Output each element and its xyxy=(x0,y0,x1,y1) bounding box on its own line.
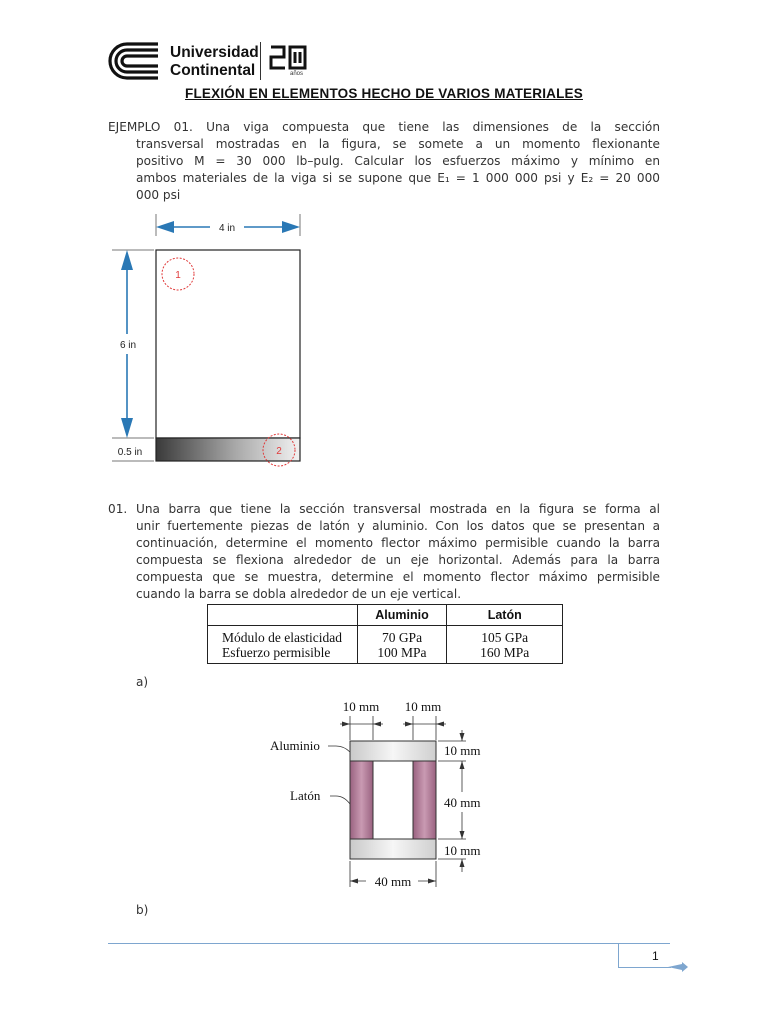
right-bottom-dim-label: 10 mm xyxy=(444,843,481,858)
top-left-dim-label: 10 mm xyxy=(342,699,380,714)
page-title: FLEXIÓN EN ELEMENTOS HECHO DE VARIOS MATERIALES xyxy=(185,86,583,101)
brass-right-plate xyxy=(413,761,436,839)
university-name-line2: Continental xyxy=(170,62,256,79)
page-number: 1 xyxy=(652,949,659,963)
table-cell: Esfuerzo permisible xyxy=(222,645,331,660)
problem-paragraph xyxy=(108,501,660,603)
part-a-label: a) xyxy=(136,675,149,689)
example-line: EJEMPLO 01. Una viga compuesta que tiene las dimensiones de la sección xyxy=(108,120,660,134)
arrow-right-icon xyxy=(405,722,413,727)
aluminium-label: Aluminio xyxy=(270,738,320,753)
aluminium-top-plate xyxy=(350,741,436,761)
arrow-right-icon xyxy=(342,722,350,727)
arrow-left-icon xyxy=(350,879,358,884)
example-line: positivo M = 30 000 lb–pulg. Calcular los esfuerzos máximo y mínimo en xyxy=(136,154,660,168)
arrow-left-icon xyxy=(436,722,444,727)
leader-line xyxy=(328,746,350,752)
anniversary-subtext: años xyxy=(290,71,304,77)
materials-table xyxy=(207,604,563,664)
problem-line: Una barra que tiene la sección transversal mostrada en la figura se forma al xyxy=(136,502,660,516)
problem-line: unir fuertemente piezas de latón y aluminio. Con los datos que se presentan a xyxy=(136,519,660,533)
table-header-cell: Latón xyxy=(447,605,563,626)
table-cell: 160 MPa xyxy=(447,645,563,664)
university-emblem-icon xyxy=(108,42,160,80)
footer-rule xyxy=(108,943,670,944)
example-paragraph xyxy=(108,119,660,204)
example-line: ambos materiales de la viga si se supone que E₁ = 1 000 000 psi y E₂ = 20 000 xyxy=(136,171,660,185)
university-name-line1: Universidad xyxy=(170,44,259,61)
right-mid-dim-label: 40 mm xyxy=(444,795,481,810)
brass-label: Latón xyxy=(290,788,321,803)
bottom-thickness-label: 0.5 in xyxy=(117,447,143,458)
example-line: 000 psi xyxy=(136,188,181,202)
table-header-cell xyxy=(208,605,358,626)
arrow-left-icon xyxy=(373,722,381,727)
width-label: 4 in xyxy=(218,223,236,234)
table-cell: 100 MPa xyxy=(357,645,447,664)
problem-line: compuesta se flexiona alrededor de un eje horizontal. Además para la barra xyxy=(136,553,660,567)
marker-label-1: 1 xyxy=(175,270,181,281)
table-header-row xyxy=(208,605,563,626)
university-logo xyxy=(108,42,308,82)
page-arrow-icon xyxy=(668,961,688,973)
table-cell: 70 GPa xyxy=(357,626,447,646)
composite-beam-figure xyxy=(108,212,318,468)
problem-line: continuación, determine el momento flector máximo permisible cuando la barra xyxy=(136,536,660,550)
table-row xyxy=(208,645,563,664)
aluminium-bottom-plate xyxy=(350,839,436,859)
arrow-up-icon xyxy=(460,761,465,769)
right-top-dim-label: 10 mm xyxy=(444,743,481,758)
anniversary-20-icon xyxy=(268,43,308,71)
arrow-down-icon xyxy=(460,733,465,741)
problem-line: cuando la barra se dobla alrededor de un eje vertical. xyxy=(136,587,462,601)
arrow-up-icon xyxy=(460,859,465,867)
brass-aluminium-section-figure xyxy=(262,694,494,894)
arrow-right-icon xyxy=(428,879,436,884)
table-header-cell: Aluminio xyxy=(357,605,447,626)
university-name xyxy=(170,44,259,80)
brass-left-plate xyxy=(350,761,373,839)
part-b-label: b) xyxy=(136,903,149,917)
top-right-dim-label: 10 mm xyxy=(404,699,442,714)
example-line: transversal mostradas en la figura, se somete a un momento flexionante xyxy=(136,137,660,151)
arrow-up-icon xyxy=(121,250,133,270)
table-row xyxy=(208,626,563,646)
leader-line xyxy=(330,796,350,804)
bottom-dim-label: 40 mm xyxy=(374,874,412,889)
problem-line: compuesta que se muestra, determine el momento flector máximo permisible xyxy=(136,570,660,584)
arrow-down-icon xyxy=(121,418,133,438)
arrow-right-icon xyxy=(282,221,300,233)
arrow-down-icon xyxy=(460,831,465,839)
arrow-left-icon xyxy=(156,221,174,233)
page-number-box xyxy=(618,943,671,968)
height-label: 6 in xyxy=(119,340,137,351)
table-cell: 105 GPa xyxy=(447,626,563,646)
logo-divider xyxy=(260,42,261,80)
marker-label-2: 2 xyxy=(276,446,282,457)
table-cell: Módulo de elasticidad xyxy=(222,630,342,645)
problem-number: 01. xyxy=(108,502,128,516)
